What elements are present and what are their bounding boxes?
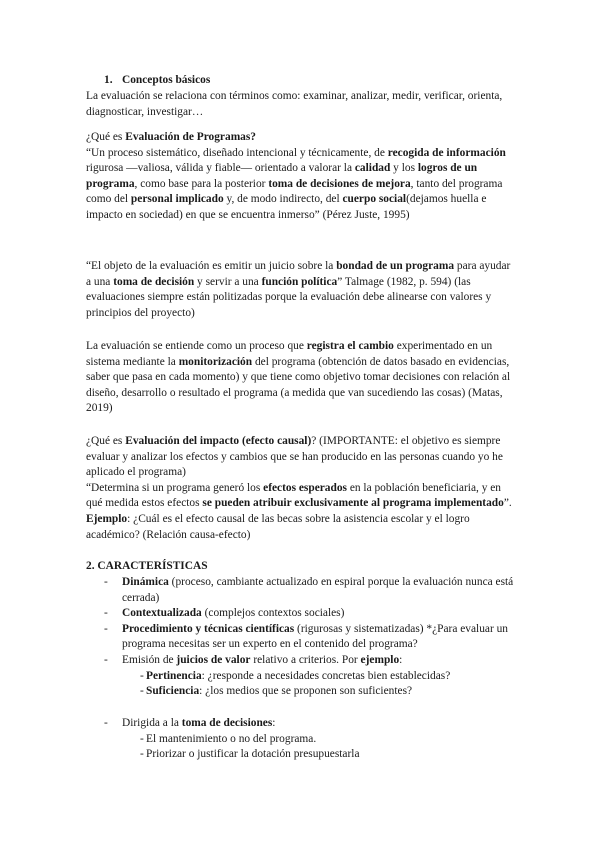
section-1-intro [86, 89, 516, 120]
list-item: - Contextualizada (complejos contextos sociales) [86, 606, 516, 622]
eval-programas-question: ¿Qué es Evaluación de Programas? [86, 131, 256, 143]
eval-impacto-definition: “Determina si un programa generó los efectos esperados en la población beneficiaria, y en qué medida estos efectos se pueden atribuir exclusivamente al programa implementado”. Ejemplo: ¿Cuál es el efecto causal de las becas sobre la asistencia escolar y el logro académico? (Relación causa-efecto) [86, 481, 512, 541]
sub-list-item: - El mantenimiento o no del programa. [86, 732, 516, 748]
decisiones-sublist [122, 732, 516, 763]
intro-paragraph: La evaluación se relaciona con términos como: examinar, analizar, medir, verificar, orienta, diagnosticar, investigar… [86, 90, 503, 118]
eval-programas-definition-3: La evaluación se entiende como un proceso que registra el cambio experimentado en un sistema mediante la monitorización del programa (obtención de datos basado en evidencias, saber que pasa en cada momento) y que tiene como objetivo tomar decisiones con relación al diseño, desarrollo o resultado el programa (a medida que van sucediendo las cosas) (Matas, 2019) [86, 340, 511, 415]
juicios-sublist [122, 669, 516, 700]
decisiones-list [86, 716, 516, 763]
section-1-title: Conceptos básicos [122, 74, 211, 86]
list-item-juicios: - Emisión de juicios de valor relativo a criterios. Por ejemplo: - Pertinencia: ¿responde a necesidades concretas bien establecidas? - Suficiencia: ¿los medios que se proponen son suficientes? [86, 653, 516, 700]
eval-programas-block [86, 130, 516, 224]
list-item: - Procedimiento y técnicas científicas (rigurosas y sistematizadas) *¿Para evaluar un programa necesitas ser un experto en el contenido del programa? [86, 622, 516, 653]
eval-programas-definition-2: “El objeto de la evaluación es emitir un juicio sobre la bondad de un programa para ayudar a una toma de decisión y servir a una función política” Talmage (1982, p. 594) (las evaluaciones siempre están politizadas porque la evaluación debe alinearse con valores y principios del proyecto) [86, 260, 511, 319]
caracteristicas-list [86, 575, 516, 700]
list-item-decisiones: - Dirigida a la toma de decisiones: - El mantenimiento o no del programa. - Priorizar o justificar la dotación presupuestarla [86, 716, 516, 763]
sub-list-item: - Suficiencia: ¿los medios que se proponen son suficientes? [86, 684, 516, 700]
sub-list-item: - Priorizar o justificar la dotación presupuestarla [86, 747, 516, 763]
list-item: - Dinámica (proceso, cambiante actualizado en espiral porque la evaluación nunca está cerrada) [86, 575, 516, 606]
section-1-number: 1. [104, 74, 113, 86]
eval-programas-definition-1: “Un proceso sistemático, diseñado intencional y técnicamente, de recogida de información rigurosa —valiosa, válida y fiable— orientado a valorar la calidad y los logros de un programa, como base para la posterior toma de decisiones de mejora, tanto del programa como del personal implicado y, de modo indirecto, del cuerpo social(dejamos huella e impacto en sociedad) en que se encuentra inmerso” (Pérez Juste, 1995) [86, 146, 506, 221]
eval-impacto-question: ¿Qué es Evaluación del impacto (efecto causal)? (IMPORTANTE: el objetivo es siempre evaluar y analizar los efectos y cambios que se han producido en las personas cuando yo he aplicado el programa) [86, 435, 503, 479]
sub-list-item: - Pertinencia: ¿responde a necesidades concretas bien establecidas? [86, 669, 516, 685]
eval-impacto-block [86, 434, 516, 543]
section-2-title: 2. CARACTERÍSTICAS [86, 560, 208, 572]
section-1-heading [104, 73, 210, 89]
